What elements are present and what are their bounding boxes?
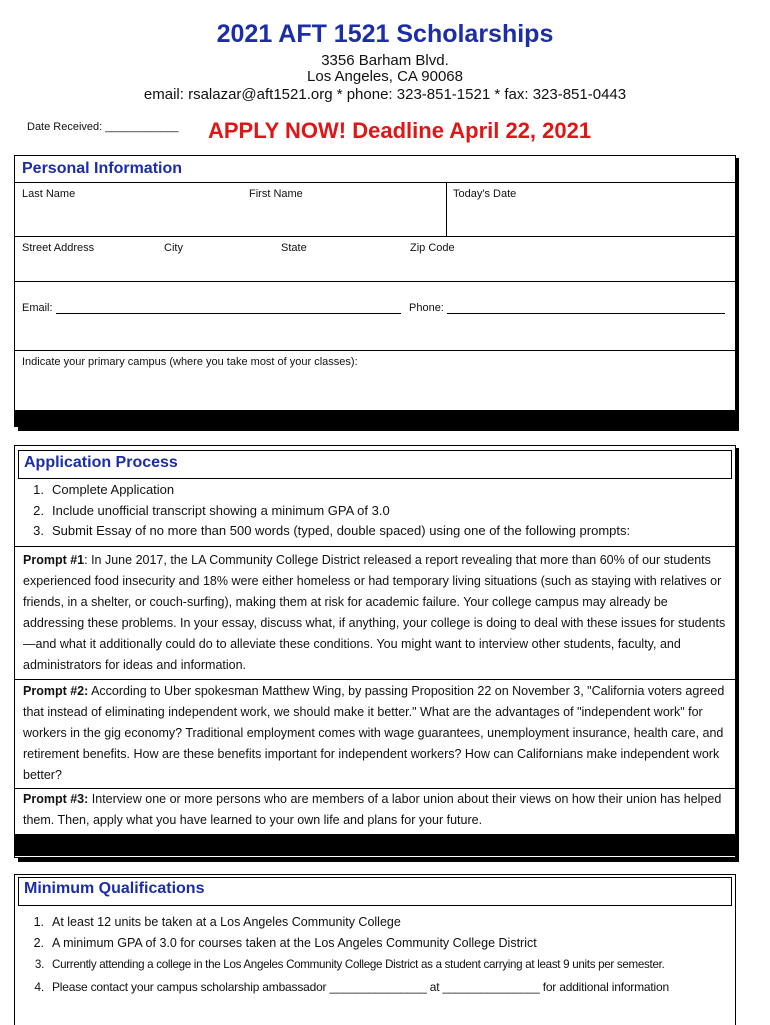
last-name-label: Last Name (22, 188, 76, 200)
list-item: 3. Submit Essay of no more than 500 words (typed, double spaced) using one of the following prompts: (33, 523, 631, 538)
phone-line[interactable] (447, 313, 725, 314)
list-item: 1. Complete Application (33, 482, 175, 497)
prompt-3-label: Prompt #3: (23, 792, 89, 806)
phone-field[interactable] (409, 302, 725, 314)
divider (15, 182, 735, 183)
divider (15, 236, 735, 237)
document-title: 2021 AFT 1521 Scholarships (216, 20, 554, 48)
address-line-2: Los Angeles, CA 90068 (307, 68, 463, 85)
application-process-title: Application Process (24, 454, 178, 471)
city-label: City (164, 242, 183, 254)
primary-campus-label: Indicate your primary campus (where you take most of your classes): (22, 356, 358, 368)
first-name-label: First Name (249, 188, 303, 200)
date-received-label: Date Received: ____________ (27, 121, 179, 133)
list-item: 1. At least 12 units be taken at a Los Angeles Community College (33, 915, 401, 929)
minimum-qualifications-title: Minimum Qualifications (24, 880, 205, 897)
email-line[interactable] (56, 313, 401, 314)
prompt-2-label: Prompt #2: (23, 684, 89, 698)
divider (15, 350, 735, 351)
todays-date-label: Today's Date (453, 188, 517, 200)
list-item: 3. Currently attending a college in the Los Angeles Community College District as a student carrying at least 9 units per semester. (34, 958, 665, 971)
contact-line: email: rsalazar@aft1521.org * phone: 323-851-1521 * fax: 323-851-0443 (143, 86, 627, 103)
divider (15, 546, 735, 547)
prompt-3 (23, 789, 727, 831)
deadline-banner: APPLY NOW! Deadline April 22, 2021 (208, 118, 592, 143)
list-item: 2. Include unofficial transcript showing a minimum GPA of 3.0 (33, 503, 390, 518)
prompt-1-text: : In June 2017, the LA Community College District released a report revealing that more than 60% of our students experienced food insecurity and 18% were either homeless or had temporary living situations (such as staying with relatives or friends, in a shelter, or couch-surfing), making them at risk for academic failure. Your college campus may already be addressing these problems. In your essay, discuss what, if anything, your college is doing to deal with these issues for students—and what it additionally could do to alleviate these conditions. You might want to interview other students, faculty, and administrators for ideas and information. (23, 553, 726, 672)
list-item: 4. Please contact your campus scholarship ambassador _______________ at _______________ for additional information (34, 980, 669, 994)
list-item: 2. A minimum GPA of 3.0 for courses taken at the Los Angeles Community College District (33, 936, 537, 950)
phone-label: Phone: (409, 302, 444, 314)
address-line-1: 3356 Barham Blvd. (321, 52, 449, 69)
application-footer-bar (15, 834, 735, 856)
prompt-1 (23, 550, 727, 676)
prompt-2 (23, 681, 727, 786)
email-label: Email: (22, 302, 53, 314)
state-label: State (281, 242, 307, 254)
prompt-2-text: According to Uber spokesman Matthew Wing, by passing Proposition 22 on November 3, "California voters agreed that instead of eliminating independent work, we should make it better." What are the advantages of "independent work" for workers in the gig economy? Traditional employment comes with wage guarantees, unemployment insurance, health care, and retirement benefits. How are these benefits important for independent workers? How can Californians make independent work better? (23, 684, 725, 782)
prompt-3-text: Interview one or more persons who are members of a labor union about their views on how their union has helped them. Then, apply what you have learned to your own life and plans for your future. (23, 792, 722, 827)
street-address-label: Street Address (22, 242, 95, 254)
personal-footer-bar (15, 410, 735, 426)
divider (15, 281, 735, 282)
divider (446, 182, 447, 236)
divider (15, 679, 735, 680)
personal-info-title: Personal Information (22, 160, 183, 177)
personal-info-box (14, 155, 736, 427)
zip-code-label: Zip Code (410, 242, 455, 254)
prompt-1-label: Prompt #1 (23, 553, 85, 567)
email-field[interactable] (22, 302, 401, 314)
